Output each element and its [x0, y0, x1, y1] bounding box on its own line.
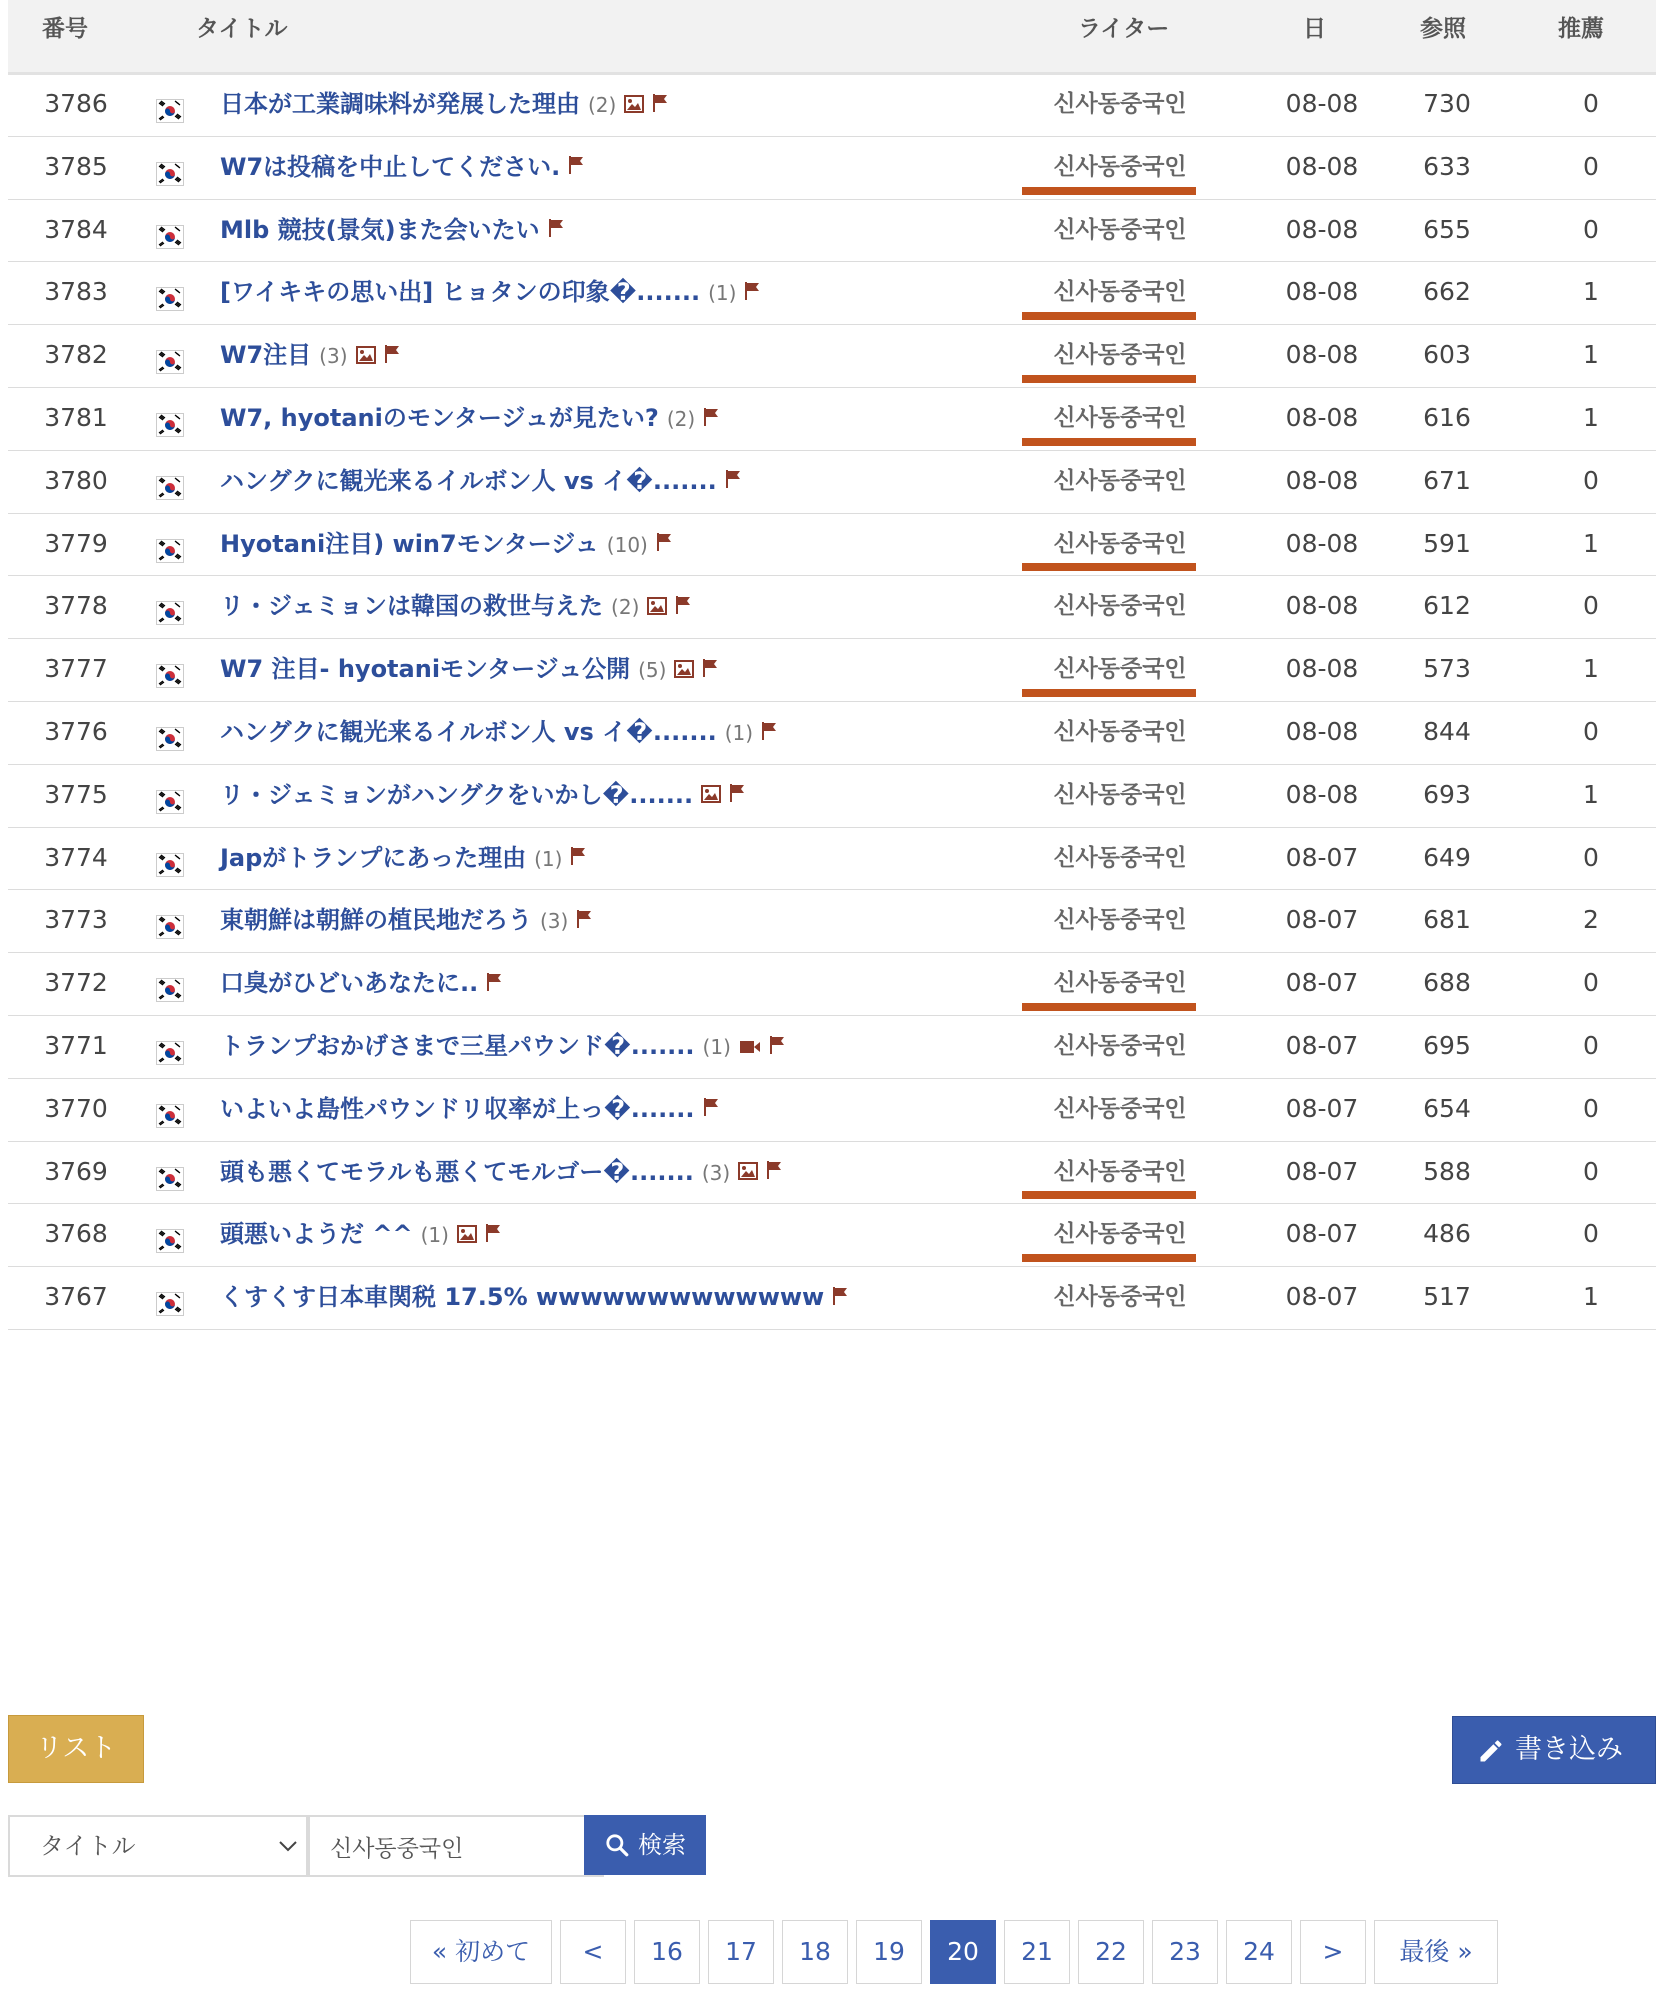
post-title-cell: [220, 1203, 501, 1266]
writer-highlight-underline: [1022, 312, 1196, 320]
search-icon: [604, 1832, 630, 1858]
post-title-link[interactable]: W7 注目- hyotaniモンタージュ公開: [220, 655, 631, 684]
post-writer[interactable]: 신사동중국인: [1053, 781, 1187, 808]
post-title-cell: [220, 261, 760, 324]
korea-flag-icon: [156, 1167, 184, 1191]
post-title-cell: [220, 199, 564, 262]
post-date: 08-08: [1285, 654, 1359, 684]
writer-highlight-underline: [1022, 1191, 1196, 1199]
writer-highlight-underline: [1022, 438, 1196, 446]
writer-highlight-underline: [1022, 689, 1196, 697]
header-recommend: 推薦: [1558, 16, 1604, 42]
post-date: 08-07: [1285, 968, 1359, 998]
comment-count: (1): [724, 721, 754, 745]
report-flag-icon[interactable]: [485, 1204, 501, 1267]
korea-flag-icon: [156, 476, 184, 500]
post-views: 612: [1423, 591, 1471, 621]
post-recommend: 1: [1583, 340, 1599, 370]
post-recommend: 0: [1583, 214, 1599, 244]
search-field-value: タイトル: [40, 1832, 136, 1860]
report-flag-icon[interactable]: [703, 1078, 719, 1141]
post-title-cell: [220, 1266, 848, 1329]
post-title-link[interactable]: 東朝鮮は朝鮮の植民地だろう: [220, 906, 532, 935]
post-views: 671: [1423, 465, 1471, 495]
page-button-19[interactable]: 19: [856, 1920, 922, 1984]
post-number: 3784: [44, 214, 108, 244]
table-row: [8, 261, 1656, 325]
korea-flag-icon: [156, 99, 184, 123]
post-title-cell: [220, 575, 691, 638]
report-flag-icon[interactable]: [652, 74, 668, 137]
table-row: [8, 827, 1656, 891]
post-writer[interactable]: 신사동중국인: [1053, 970, 1187, 997]
post-date: 08-08: [1285, 214, 1359, 244]
header-date: 日: [1303, 16, 1326, 42]
post-title-cell: [220, 827, 586, 890]
report-flag-icon[interactable]: [766, 1141, 782, 1204]
post-recommend: 2: [1583, 905, 1599, 935]
comment-count: (1): [420, 1223, 449, 1248]
report-flag-icon[interactable]: [725, 450, 741, 513]
post-views: 654: [1423, 1093, 1471, 1123]
list-button[interactable]: リスト: [8, 1715, 144, 1783]
post-title-link[interactable]: 口臭がひどいあなたに..: [220, 969, 479, 998]
report-flag-icon[interactable]: [570, 827, 586, 890]
post-title-link[interactable]: くすくす日本車関税 17.5% wwwwwwwwwwwww: [220, 1283, 825, 1312]
post-date: 08-08: [1285, 277, 1359, 307]
comment-count: (1): [534, 846, 563, 871]
post-title-cell: [220, 1141, 782, 1204]
korea-flag-icon: [156, 287, 184, 311]
post-views: 616: [1423, 403, 1471, 432]
page-button-18[interactable]: 18: [782, 1920, 848, 1984]
table-row: [8, 952, 1656, 1016]
write-button[interactable]: [1452, 1716, 1656, 1784]
post-views: 681: [1423, 905, 1471, 935]
comment-count: (2): [611, 595, 640, 620]
report-flag-icon[interactable]: [769, 1016, 785, 1079]
table-row: [8, 1266, 1656, 1330]
post-title-link[interactable]: ハングクに観光来るイルボン人 vs イ�.......: [220, 718, 717, 746]
post-title-cell: [220, 1078, 719, 1141]
korea-flag-icon: [156, 1292, 184, 1316]
comment-count: (3): [701, 1160, 731, 1185]
post-number: 3779: [44, 528, 108, 558]
post-views: 662: [1423, 277, 1471, 307]
page-button-24[interactable]: 24: [1226, 1920, 1292, 1984]
report-flag-icon[interactable]: [744, 262, 760, 325]
comment-count: (3): [540, 909, 569, 934]
header-title: タイトル: [196, 16, 288, 42]
video-attachment-icon: [739, 1016, 761, 1079]
post-date: 08-07: [1285, 1093, 1359, 1123]
next-page-button[interactable]: >: [1300, 1920, 1366, 1984]
post-title-cell: [220, 638, 718, 701]
report-flag-icon[interactable]: [568, 136, 584, 199]
writer-highlight-underline: [1022, 375, 1196, 383]
post-number: 3777: [44, 654, 108, 684]
post-date: 08-08: [1285, 528, 1359, 558]
writer-highlight-underline: [1022, 563, 1196, 571]
post-recommend: 0: [1583, 465, 1599, 495]
korea-flag-icon: [156, 1041, 184, 1065]
comment-count: (3): [319, 344, 348, 369]
first-page-button[interactable]: « 初めて: [410, 1920, 552, 1984]
page-button-17[interactable]: 17: [708, 1920, 774, 1984]
page-button-20[interactable]: 20: [930, 1920, 996, 1984]
comment-count: (2): [588, 93, 617, 117]
writer-highlight-underline: [1022, 1254, 1196, 1262]
writer-highlight-underline: [1022, 187, 1196, 195]
post-views: 633: [1423, 151, 1471, 181]
post-number: 3781: [44, 403, 108, 432]
post-date: 08-08: [1285, 779, 1359, 809]
post-date: 08-07: [1285, 1031, 1359, 1060]
post-views: 695: [1423, 1031, 1471, 1060]
post-writer[interactable]: 신사동중국인: [1053, 216, 1187, 243]
header-writer: ライター: [1078, 16, 1170, 42]
table-row: [8, 1015, 1656, 1079]
korea-flag-icon: [156, 539, 184, 563]
report-flag-icon[interactable]: [656, 513, 672, 576]
post-date: 08-08: [1285, 591, 1359, 621]
report-flag-icon[interactable]: [729, 764, 745, 827]
post-title-cell: [220, 324, 400, 387]
page-button-21[interactable]: 21: [1004, 1920, 1070, 1984]
post-writer[interactable]: 신사동중국인: [1053, 1221, 1187, 1248]
post-title-link[interactable]: ハングクに観光来るイルボン人 vs イ�.......: [220, 466, 717, 495]
comment-count: (1): [708, 281, 737, 306]
post-writer[interactable]: 신사동중국인: [1053, 593, 1187, 620]
post-writer[interactable]: 신사동중국인: [1053, 530, 1187, 557]
post-title-link[interactable]: 頭も悪くてモラルも悪くてモルゴー�.......: [220, 1157, 694, 1186]
post-number: 3782: [44, 340, 108, 370]
post-number: 3768: [44, 1219, 108, 1249]
post-recommend: 1: [1583, 277, 1599, 307]
table-row: [8, 199, 1656, 263]
post-views: 655: [1423, 214, 1471, 244]
post-number: 3767: [44, 1282, 108, 1312]
table-row: [8, 575, 1656, 639]
post-number: 3771: [44, 1031, 108, 1060]
comment-count: (10): [606, 532, 648, 557]
table-row: [8, 764, 1656, 828]
post-number: 3770: [44, 1093, 108, 1123]
post-views: 649: [1423, 842, 1471, 872]
post-views: 591: [1423, 528, 1471, 558]
post-date: 08-07: [1285, 1219, 1359, 1249]
post-title-cell: [220, 513, 672, 576]
post-writer[interactable]: 신사동중국인: [1053, 907, 1187, 934]
post-title-cell: [220, 73, 668, 136]
korea-flag-icon: [156, 413, 184, 437]
korea-flag-icon: [156, 915, 184, 939]
search-button-label: 検索: [638, 1831, 686, 1859]
post-title-link[interactable]: トランプおかげさまで三星パウンド�.......: [220, 1032, 695, 1060]
post-title-link[interactable]: 頭悪いようだ ^^: [220, 1220, 413, 1249]
post-title-link[interactable]: W7は投稿を中止してください.: [220, 152, 561, 181]
post-date: 08-08: [1285, 403, 1359, 432]
post-views: 688: [1423, 968, 1471, 998]
write-button-label: 書き込み: [1515, 1734, 1623, 1765]
post-title-link[interactable]: [ワイキキの思い出] ヒョタンの印象�.......: [220, 278, 701, 307]
post-views: 517: [1423, 1282, 1471, 1312]
table-row: [8, 1078, 1656, 1142]
post-recommend: 1: [1583, 654, 1599, 684]
table-row: [8, 136, 1656, 200]
last-page-button[interactable]: 最後 »: [1374, 1920, 1498, 1984]
table-row: [8, 638, 1656, 702]
post-views: 693: [1423, 779, 1471, 809]
page-button-22[interactable]: 22: [1078, 1920, 1144, 1984]
post-number: 3778: [44, 591, 108, 621]
post-number: 3775: [44, 779, 108, 809]
korea-flag-icon: [156, 978, 184, 1002]
image-attachment-icon: [674, 639, 694, 702]
post-title-link[interactable]: Mlb 競技(景気)また会いたい: [220, 215, 540, 244]
page-button-23[interactable]: 23: [1152, 1920, 1218, 1984]
report-flag-icon[interactable]: [548, 199, 564, 262]
post-views: 573: [1423, 654, 1471, 684]
table-row: [8, 324, 1656, 388]
table-row: [8, 73, 1656, 137]
page-button-16[interactable]: 16: [634, 1920, 700, 1984]
korea-flag-icon: [156, 601, 184, 625]
report-flag-icon[interactable]: [384, 325, 400, 388]
table-row: [8, 387, 1656, 451]
korea-flag-icon: [156, 664, 184, 688]
post-writer[interactable]: 신사동중국인: [1053, 405, 1187, 431]
comment-count: (2): [666, 407, 696, 431]
korea-flag-icon: [156, 727, 184, 751]
post-recommend: 0: [1583, 968, 1599, 998]
post-number: 3769: [44, 1156, 108, 1186]
pencil-icon: [1477, 1737, 1505, 1765]
image-attachment-icon: [624, 74, 644, 137]
korea-flag-icon: [156, 1229, 184, 1253]
post-title-link[interactable]: Hyotani注目) win7モンタージュ: [220, 529, 599, 558]
post-writer[interactable]: 신사동중국인: [1053, 279, 1187, 306]
post-views: 844: [1423, 717, 1471, 746]
post-title-link[interactable]: リ・ジェミョンがハングクをいかし�.......: [220, 780, 694, 809]
post-title-cell: [220, 450, 741, 513]
post-date: 08-07: [1285, 905, 1359, 935]
post-writer[interactable]: 신사동중국인: [1053, 656, 1187, 683]
post-number: 3786: [44, 89, 108, 118]
post-writer[interactable]: 신사동중국인: [1053, 1284, 1187, 1311]
report-flag-icon[interactable]: [832, 1267, 848, 1330]
post-title-cell: [220, 387, 719, 450]
comment-count: (5): [638, 658, 667, 683]
post-writer[interactable]: 신사동중국인: [1053, 153, 1187, 180]
post-recommend: 0: [1583, 717, 1599, 746]
image-attachment-icon: [738, 1141, 758, 1204]
post-title-link[interactable]: Japがトランプにあった理由: [220, 843, 527, 872]
table-row: [8, 889, 1656, 953]
post-title-cell: [220, 764, 745, 827]
post-recommend: 0: [1583, 151, 1599, 181]
post-title-link[interactable]: 日本が工業調味料が発展した理由: [220, 90, 580, 118]
post-recommend: 0: [1583, 1031, 1599, 1060]
korea-flag-icon: [156, 1104, 184, 1128]
header-views: 参照: [1420, 16, 1466, 42]
post-number: 3776: [44, 717, 108, 746]
post-title-link[interactable]: W7, hyotaniのモンタージュが見たい?: [220, 404, 659, 432]
post-date: 08-08: [1285, 717, 1359, 746]
post-number: 3780: [44, 465, 108, 495]
report-flag-icon[interactable]: [702, 639, 718, 702]
report-flag-icon[interactable]: [703, 388, 719, 451]
post-date: 08-07: [1285, 1282, 1359, 1312]
korea-flag-icon: [156, 162, 184, 186]
korea-flag-icon: [156, 225, 184, 249]
post-date: 08-07: [1285, 1156, 1359, 1186]
korea-flag-icon: [156, 790, 184, 814]
post-writer[interactable]: 신사동중국인: [1053, 1158, 1187, 1185]
post-date: 08-08: [1285, 340, 1359, 370]
post-recommend: 0: [1583, 591, 1599, 621]
post-number: 3772: [44, 968, 108, 998]
post-writer[interactable]: 신사동중국인: [1053, 844, 1187, 871]
korea-flag-icon: [156, 350, 184, 374]
post-writer[interactable]: 신사동중국인: [1053, 342, 1187, 369]
report-flag-icon[interactable]: [486, 953, 502, 1016]
post-writer[interactable]: 신사동중국인: [1053, 719, 1187, 745]
post-title-link[interactable]: いよいよ島性パウンドリ収率が上っ�.......: [220, 1094, 695, 1123]
post-recommend: 0: [1583, 842, 1599, 872]
table-row: [8, 1203, 1656, 1267]
report-flag-icon[interactable]: [675, 576, 691, 639]
post-title-link[interactable]: W7注目: [220, 341, 312, 370]
post-date: 08-08: [1285, 151, 1359, 181]
comment-count: (1): [702, 1035, 731, 1059]
header-num: 番号: [42, 16, 88, 42]
post-views: 603: [1423, 340, 1471, 370]
post-recommend: 1: [1583, 403, 1599, 432]
post-number: 3774: [44, 842, 108, 872]
post-number: 3773: [44, 905, 108, 935]
table-header: [8, 0, 1656, 75]
post-writer[interactable]: 신사동중국인: [1053, 91, 1187, 117]
post-recommend: 0: [1583, 1093, 1599, 1123]
post-title-cell: [220, 889, 592, 952]
post-number: 3785: [44, 151, 108, 181]
post-title-cell: [220, 701, 777, 764]
post-date: 08-08: [1285, 465, 1359, 495]
prev-page-button[interactable]: <: [560, 1920, 626, 1984]
korea-flag-icon: [156, 853, 184, 877]
table-row: [8, 450, 1656, 514]
post-number: 3783: [44, 277, 108, 307]
post-recommend: 1: [1583, 528, 1599, 558]
post-recommend: 1: [1583, 1282, 1599, 1312]
post-writer[interactable]: 신사동중국인: [1053, 1033, 1187, 1059]
post-title-cell: [220, 136, 584, 199]
post-writer[interactable]: 신사동중국인: [1053, 467, 1187, 494]
post-recommend: 0: [1583, 1219, 1599, 1249]
post-date: 08-07: [1285, 842, 1359, 872]
table-row: [8, 513, 1656, 577]
search-input[interactable]: [308, 1815, 604, 1877]
image-attachment-icon: [647, 576, 667, 639]
post-views: 730: [1423, 89, 1471, 118]
post-title-cell: [220, 1015, 785, 1078]
post-recommend: 1: [1583, 779, 1599, 809]
search-field-select[interactable]: [8, 1815, 308, 1877]
image-attachment-icon: [701, 764, 721, 827]
table-row: [8, 701, 1656, 765]
report-flag-icon[interactable]: [761, 702, 777, 765]
post-title-link[interactable]: リ・ジェミョンは韓国の救世与えた: [220, 592, 604, 621]
chevron-down-icon: [278, 1839, 298, 1853]
post-views: 486: [1423, 1219, 1471, 1249]
writer-highlight-underline: [1022, 1003, 1196, 1011]
post-writer[interactable]: 신사동중국인: [1053, 1095, 1187, 1122]
post-views: 588: [1423, 1156, 1471, 1186]
image-attachment-icon: [457, 1204, 477, 1267]
report-flag-icon[interactable]: [576, 890, 592, 953]
post-title-cell: [220, 952, 502, 1015]
image-attachment-icon: [356, 325, 376, 388]
post-recommend: 0: [1583, 1156, 1599, 1186]
post-date: 08-08: [1285, 89, 1359, 118]
search-button[interactable]: [584, 1815, 706, 1875]
table-row: [8, 1141, 1656, 1205]
post-recommend: 0: [1583, 89, 1599, 118]
